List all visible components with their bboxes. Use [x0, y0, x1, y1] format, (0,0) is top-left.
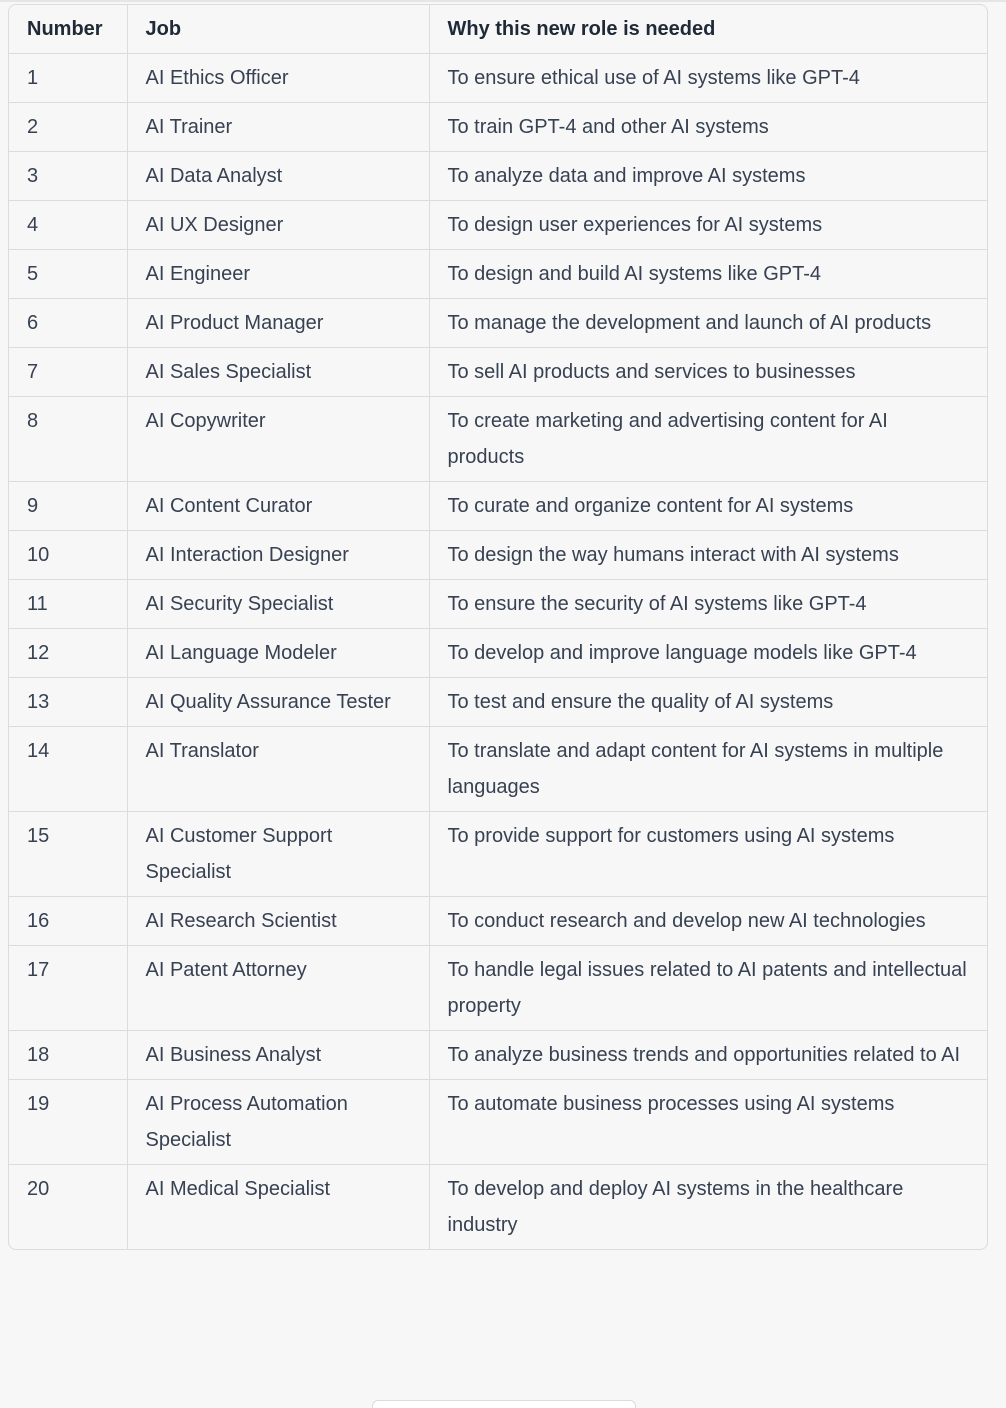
cell-why: To handle legal issues related to AI patents and intellectual property: [429, 946, 987, 1031]
table-row: [9, 152, 987, 201]
table-row: [9, 1031, 987, 1080]
table-row: [9, 54, 987, 103]
cell-why: To manage the development and launch of AI products: [429, 299, 987, 348]
table-row: [9, 946, 987, 1031]
cell-why: To ensure ethical use of AI systems like GPT-4: [429, 54, 987, 103]
cell-job: AI Translator: [127, 727, 429, 812]
bottom-tab-edge: [372, 1400, 636, 1408]
cell-number: 15: [9, 812, 127, 897]
table-row: [9, 629, 987, 678]
cell-number: 4: [9, 201, 127, 250]
cell-number: 19: [9, 1080, 127, 1165]
cell-job: AI Trainer: [127, 103, 429, 152]
cell-number: 12: [9, 629, 127, 678]
cell-number: 1: [9, 54, 127, 103]
cell-number: 14: [9, 727, 127, 812]
cell-number: 5: [9, 250, 127, 299]
cell-job: AI Security Specialist: [127, 580, 429, 629]
cell-number: 8: [9, 397, 127, 482]
cell-number: 20: [9, 1165, 127, 1250]
table-row: [9, 250, 987, 299]
table-row: [9, 103, 987, 152]
cell-why: To automate business processes using AI systems: [429, 1080, 987, 1165]
table-row: [9, 580, 987, 629]
cell-why: To develop and improve language models like GPT-4: [429, 629, 987, 678]
table-row: [9, 812, 987, 897]
cell-job: AI Business Analyst: [127, 1031, 429, 1080]
cell-why: To train GPT-4 and other AI systems: [429, 103, 987, 152]
cell-number: 13: [9, 678, 127, 727]
table-row: [9, 727, 987, 812]
cell-job: AI Research Scientist: [127, 897, 429, 946]
cell-job: AI Sales Specialist: [127, 348, 429, 397]
cell-number: 16: [9, 897, 127, 946]
cell-job: AI Copywriter: [127, 397, 429, 482]
cell-why: To provide support for customers using AI systems: [429, 812, 987, 897]
cell-why: To analyze business trends and opportunities related to AI: [429, 1031, 987, 1080]
cell-job: AI Ethics Officer: [127, 54, 429, 103]
cell-job: AI Customer Support Specialist: [127, 812, 429, 897]
cell-job: AI Medical Specialist: [127, 1165, 429, 1250]
cell-number: 6: [9, 299, 127, 348]
cell-number: 3: [9, 152, 127, 201]
cell-job: AI Content Curator: [127, 482, 429, 531]
cell-number: 7: [9, 348, 127, 397]
cell-why: To create marketing and advertising content for AI products: [429, 397, 987, 482]
cell-number: 17: [9, 946, 127, 1031]
table-row: [9, 482, 987, 531]
table-row: [9, 201, 987, 250]
cell-job: AI Process Automation Specialist: [127, 1080, 429, 1165]
jobs-table: [9, 5, 987, 1249]
cell-why: To analyze data and improve AI systems: [429, 152, 987, 201]
table-row: [9, 678, 987, 727]
cell-why: To design and build AI systems like GPT-4: [429, 250, 987, 299]
cell-why: To curate and organize content for AI systems: [429, 482, 987, 531]
cell-job: AI Interaction Designer: [127, 531, 429, 580]
cell-why: To translate and adapt content for AI systems in multiple languages: [429, 727, 987, 812]
table-row: [9, 1165, 987, 1250]
cell-job: AI Quality Assurance Tester: [127, 678, 429, 727]
cell-job: AI Language Modeler: [127, 629, 429, 678]
table-row: [9, 397, 987, 482]
cell-number: 2: [9, 103, 127, 152]
cell-why: To conduct research and develop new AI technologies: [429, 897, 987, 946]
cell-number: 9: [9, 482, 127, 531]
table-row: [9, 348, 987, 397]
header-number: Number: [9, 5, 127, 54]
top-divider: [0, 0, 1006, 2]
cell-why: To design the way humans interact with AI systems: [429, 531, 987, 580]
cell-number: 18: [9, 1031, 127, 1080]
table-header-row: [9, 5, 987, 54]
table-row: [9, 1080, 987, 1165]
cell-why: To design user experiences for AI systems: [429, 201, 987, 250]
cell-why: To sell AI products and services to businesses: [429, 348, 987, 397]
cell-number: 10: [9, 531, 127, 580]
cell-job: AI Engineer: [127, 250, 429, 299]
table-body: [9, 54, 987, 1250]
cell-number: 11: [9, 580, 127, 629]
cell-why: To ensure the security of AI systems like GPT-4: [429, 580, 987, 629]
cell-why: To test and ensure the quality of AI systems: [429, 678, 987, 727]
header-job: Job: [127, 5, 429, 54]
table-row: [9, 897, 987, 946]
cell-job: AI Product Manager: [127, 299, 429, 348]
cell-job: AI Patent Attorney: [127, 946, 429, 1031]
header-why: Why this new role is needed: [429, 5, 987, 54]
jobs-table-container: [8, 4, 988, 1250]
cell-job: AI Data Analyst: [127, 152, 429, 201]
cell-why: To develop and deploy AI systems in the healthcare industry: [447, 1178, 904, 1236]
cell-job: AI UX Designer: [127, 201, 429, 250]
table-row: [9, 299, 987, 348]
table-row: [9, 531, 987, 580]
